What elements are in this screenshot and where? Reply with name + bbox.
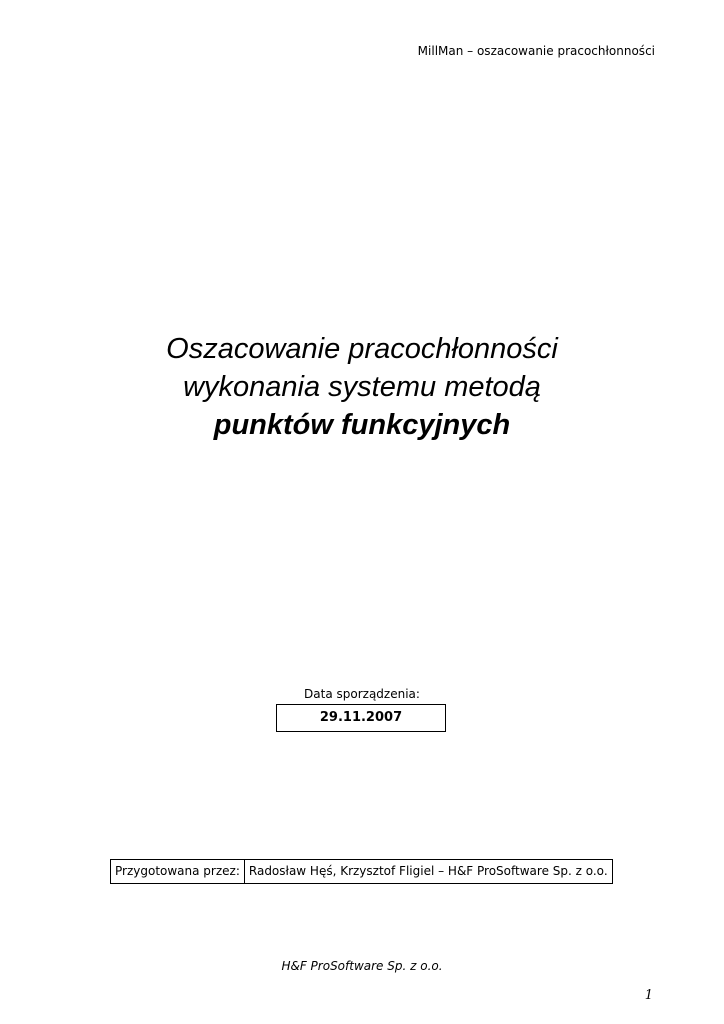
title-line-3: punktów funkcyjnych bbox=[213, 409, 511, 441]
title-line-2: wykonania systemu metodą bbox=[183, 371, 541, 403]
running-header: MillMan – oszacowanie pracochłonności bbox=[417, 44, 655, 58]
prepared-by-label: Przygotowana przez: bbox=[111, 860, 245, 884]
table-row bbox=[111, 860, 613, 884]
prepared-by-table bbox=[110, 859, 613, 884]
title-line-1: Oszacowanie pracochłonności bbox=[166, 333, 558, 365]
date-value-box: 29.11.2007 bbox=[276, 704, 446, 732]
page-number: 1 bbox=[644, 988, 653, 1003]
document-title bbox=[0, 330, 724, 444]
date-label: Data sporządzenia: bbox=[304, 687, 420, 701]
prepared-by-authors: Radosław Hęś, Krzysztof Fligiel – H&F ProSoftware Sp. z o.o. bbox=[244, 860, 612, 884]
footer-company: H&F ProSoftware Sp. z o.o. bbox=[281, 959, 443, 973]
